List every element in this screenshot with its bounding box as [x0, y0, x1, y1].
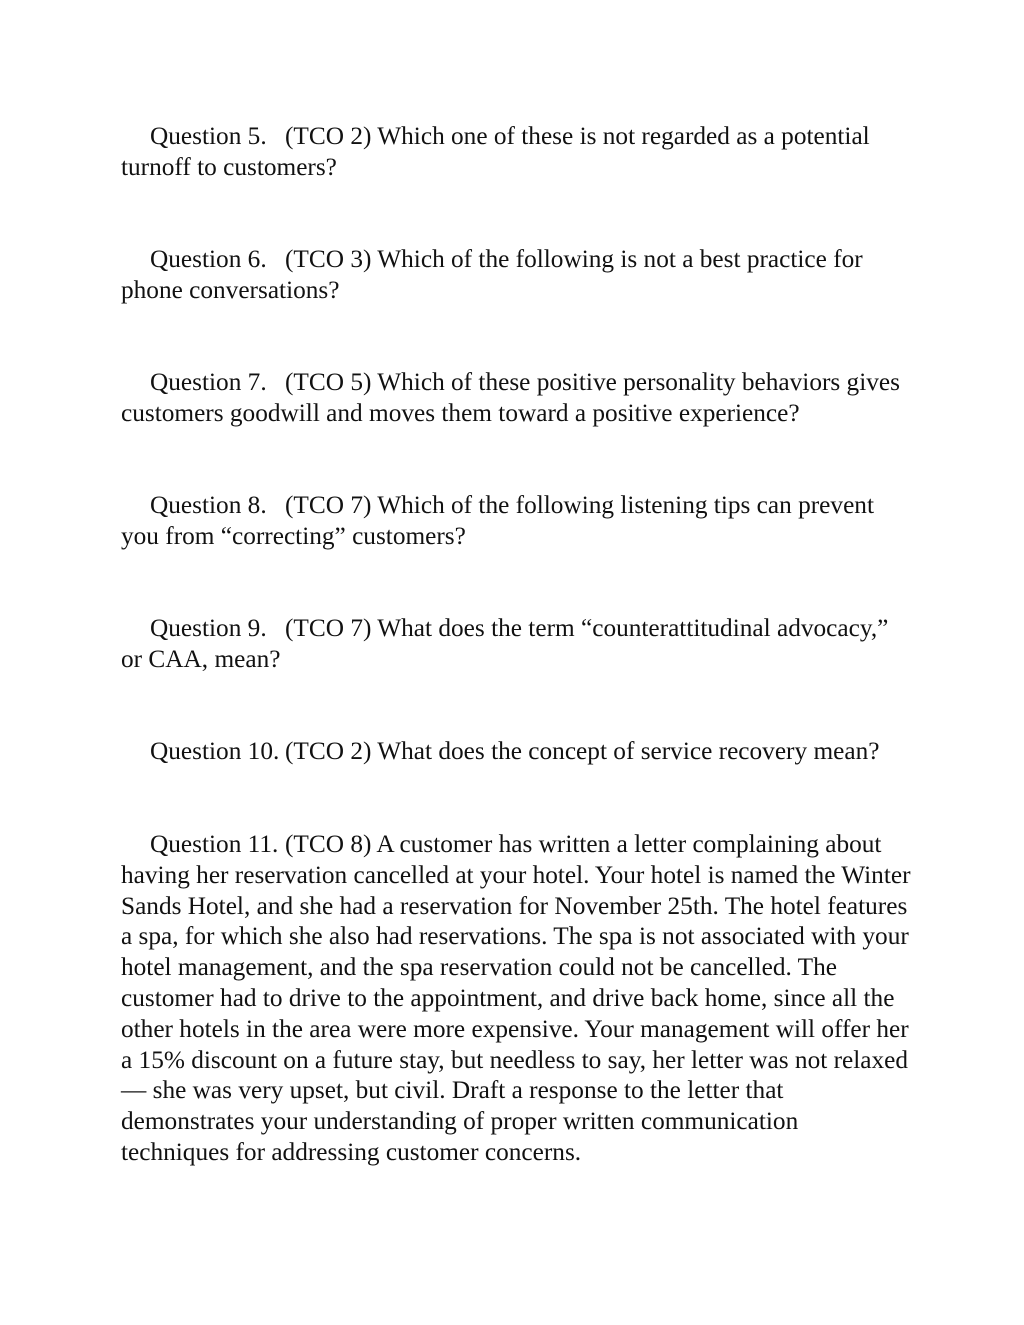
question-label: Question 5.	[150, 122, 267, 150]
question-10	[121, 736, 911, 767]
question-label: Question 8.	[150, 491, 267, 519]
question-6	[121, 244, 911, 306]
question-5	[121, 121, 911, 183]
question-text: (TCO 3) Which of the following is not a best practice for phone conversations?	[121, 245, 863, 304]
question-text: (TCO 7) Which of the following listening tips can prevent you from “correcting” customers?	[121, 491, 874, 550]
question-text: (TCO 5) Which of these positive personality behaviors gives customers goodwill and moves them toward a positive experience?	[121, 368, 900, 427]
question-text: (TCO 7) What does the term “counterattitudinal advocacy,” or CAA, mean?	[121, 614, 889, 673]
question-11	[121, 829, 911, 1168]
question-label: Question 6.	[150, 245, 267, 273]
question-text: (TCO 2) What does the concept of service recovery mean?	[285, 737, 880, 765]
question-label: Question 9.	[150, 614, 267, 642]
question-text: (TCO 2) Which one of these is not regarded as a potential turnoff to customers?	[121, 122, 870, 181]
question-label: Question 11.	[150, 830, 279, 858]
question-label: Question 7.	[150, 368, 267, 396]
question-8	[121, 490, 911, 552]
question-7	[121, 367, 911, 429]
question-label: Question 10.	[150, 737, 280, 765]
question-9	[121, 613, 911, 675]
question-text: (TCO 8) A customer has written a letter complaining about having her reservation cancelled at your hotel. Your hotel is named the Winter Sands Hotel, and she had a reservation for November 25th. The hotel features a spa, for which she also had reservations. The spa is not associated with your hotel management, and the spa reservation could not be cancelled. The customer had to drive to the appointment, and drive back home, since all the other hotels in the area were more expensive. Your management will offer her a 15% discount on a future stay, but needless to say, her letter was not relaxed — she was very upset, but civil. Draft a response to the letter that demonstrates your understanding of proper written communication techniques for addressing customer concerns.	[121, 830, 911, 1166]
